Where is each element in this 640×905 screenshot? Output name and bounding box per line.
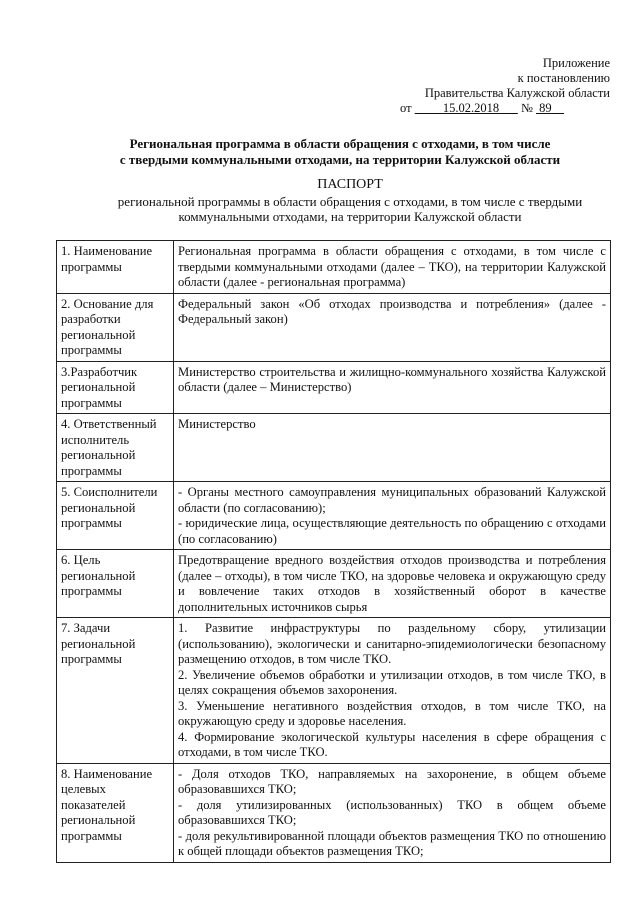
row-value — [174, 241, 611, 294]
table-row — [57, 241, 611, 294]
resolution-date-value: 15.02.2018 — [442, 101, 500, 115]
passport-heading: ПАСПОРТ — [317, 177, 383, 192]
table-row — [57, 361, 611, 414]
row-label: 5. Соисполнители региональной программы — [57, 482, 174, 550]
row-value — [174, 550, 611, 618]
row-value-paragraph: Министерство — [178, 417, 256, 431]
passport-subtitle — [80, 194, 620, 224]
row-value-paragraph: 1. Развитие инфраструктуры по раздельному сбору, утилизации (использованию), экологически и санитарно-эпидемиологически безопасному размещению отходов, в том числе ТКО. — [178, 621, 606, 666]
row-value-paragraph: - доля утилизированных (использованных) ТКО в общем объеме образовавшихся ТКО; — [178, 797, 606, 827]
from-label: от — [400, 101, 412, 115]
passport-subtitle-line-1: региональной программы в области обращения с отходами, в том числе с твердыми — [117, 194, 583, 209]
row-value-paragraph: - доля рекультивированной площади объектов размещения ТКО по отношению к общей площади объектов размещения ТКО; — [178, 828, 606, 858]
row-value — [174, 482, 611, 550]
row-label: 2. Основание для разработки региональной программы — [57, 293, 174, 361]
appendix-line-1: Приложение — [542, 56, 610, 70]
row-value-paragraph: Региональная программа в области обращения с отходами, в том числе с твердыми коммунальными отходами (далее – ТКО), на территории Калужской области (далее - региональная программа) — [178, 244, 606, 289]
row-label: 3.Разработчик региональной программы — [57, 361, 174, 414]
table-row — [57, 550, 611, 618]
program-title — [60, 136, 620, 168]
row-value — [174, 618, 611, 764]
row-value — [174, 293, 611, 361]
row-value — [174, 361, 611, 414]
passport-table — [56, 240, 611, 863]
row-value-paragraph: - юридические лица, осуществляющие деятельность по обращению с отходами (по согласованию) — [178, 516, 606, 546]
resolution-date — [415, 101, 518, 115]
row-label: 4. Ответственный исполнитель региональной программы — [57, 414, 174, 482]
row-value-paragraph: - Доля отходов ТКО, направляемых на захоронение, в общем объеме образовавшихся ТКО; — [178, 766, 606, 796]
row-value-paragraph: 2. Увеличение объемов обработки и утилизации отходов, в том числе ТКО, в целях сокращения объемов захоронения. — [178, 667, 606, 697]
row-label: 1. Наименование программы — [57, 241, 174, 294]
passport-table-body — [57, 241, 611, 863]
row-value — [174, 414, 611, 482]
table-row — [57, 618, 611, 764]
row-label: 8. Наименование целевых показателей региональной программы — [57, 763, 174, 862]
resolution-number — [536, 101, 564, 115]
table-row — [57, 763, 611, 862]
row-label: 6. Цель региональной программы — [57, 550, 174, 618]
appendix-date-line — [400, 101, 610, 116]
program-title-line-1: Региональная программа в области обращения с отходами, в том числе — [129, 136, 551, 151]
row-value-paragraph: Федеральный закон «Об отходах производства и потребления» (далее - Федеральный закон) — [178, 296, 606, 326]
row-value-paragraph: 3. Уменьшение негативного воздействия отходов, в том числе ТКО, на окружающую среду и здоровье населения. — [178, 698, 606, 728]
row-value-paragraph: Предотвращение вредного воздействия отходов производства и потребления (далее – отходы), в том числе ТКО, на здоровье человека и окружающую среду и вовлечение таких отходов в хозяйственный оборот в качестве дополнительных источников сырья — [178, 553, 606, 614]
program-title-line-2: с твердыми коммунальными отходами, на территории Калужской области — [119, 152, 561, 167]
row-value — [174, 763, 611, 862]
number-label: № — [520, 101, 533, 115]
appendix-line-3: Правительства Калужской области — [424, 86, 610, 100]
row-label: 7. Задачи региональной программы — [57, 618, 174, 764]
row-value-paragraph: Министерство строительства и жилищно-коммунального хозяйства Калужской области (далее – Министерство) — [178, 364, 606, 394]
row-value-paragraph: - Органы местного самоуправления муниципальных образований Калужской области (по согласованию); — [178, 485, 606, 515]
table-row — [57, 414, 611, 482]
appendix-header — [400, 56, 610, 116]
table-row — [57, 482, 611, 550]
resolution-number-value: 89 — [539, 101, 552, 115]
row-value-paragraph: 4. Формирование экологической культуры населения в сфере обращения с отходами, в том числе ТКО. — [178, 729, 606, 759]
appendix-line-2: к постановлению — [517, 71, 610, 85]
passport-subtitle-line-2: коммунальными отходами, на территории Калужской области — [178, 209, 522, 224]
table-row — [57, 293, 611, 361]
